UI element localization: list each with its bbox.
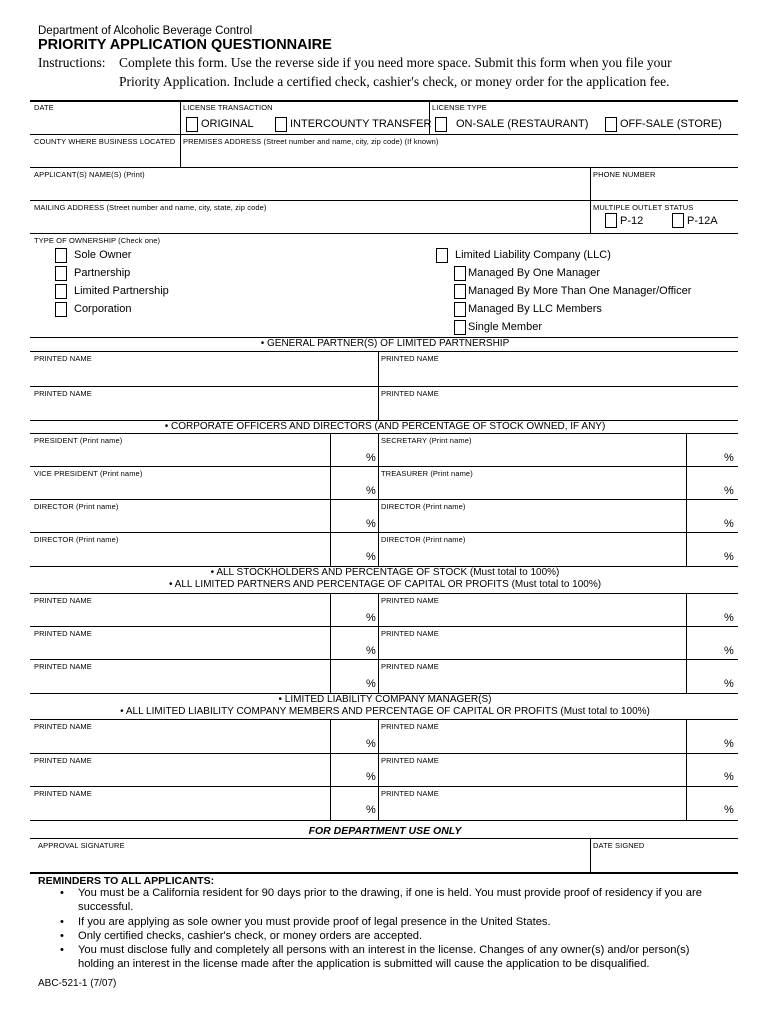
applicant-names-label: APPLICANT(S) NAME(S) (Print) xyxy=(34,170,145,179)
row-rule xyxy=(30,786,738,787)
percent-sign: % xyxy=(366,551,376,563)
row-rule xyxy=(30,167,738,168)
director-3-label: DIRECTOR (Print name) xyxy=(34,535,119,544)
section-rule xyxy=(30,820,738,821)
row-rule xyxy=(30,351,738,352)
divider xyxy=(378,593,379,693)
row-rule xyxy=(30,532,738,533)
reminder-item: • You must be a California resident for 90 days prior to the drawing, if one is held. You must provide proof of residency if you are successful. xyxy=(38,886,713,915)
instructions-label: Instructions: xyxy=(38,55,106,70)
county-field[interactable] xyxy=(31,146,179,167)
on-sale-checkbox[interactable] xyxy=(435,117,447,132)
row-rule xyxy=(30,659,738,660)
percent-divider xyxy=(330,593,331,693)
p12a-checkbox[interactable] xyxy=(672,213,684,228)
partner-4-name-label: PRINTED NAME xyxy=(381,389,439,398)
one-manager-checkbox[interactable] xyxy=(454,266,466,281)
row-rule xyxy=(30,593,738,594)
president-name-field[interactable] xyxy=(31,445,328,465)
off-sale-checkbox[interactable] xyxy=(605,117,617,132)
stockholder-1-field[interactable] xyxy=(31,605,328,625)
percent-sign: % xyxy=(724,771,734,783)
license-type-label: LICENSE TYPE xyxy=(432,103,487,112)
secretary-label: SECRETARY (Print name) xyxy=(381,436,472,445)
llc-members-heading: • ALL LIMITED LIABILITY COMPANY MEMBERS AND PERCENTAGE OF CAPITAL OR PROFITS (Must total to 100%) xyxy=(120,706,650,717)
row-rule xyxy=(30,386,738,387)
row-rule xyxy=(30,200,738,201)
department-name: Department of Alcoholic Beverage Control xyxy=(38,25,253,37)
director-1-name-field[interactable] xyxy=(31,511,328,531)
divider xyxy=(378,719,379,820)
percent-sign: % xyxy=(724,612,734,624)
llc-label: Limited Liability Company (LLC) xyxy=(455,249,611,261)
original-checkbox[interactable] xyxy=(186,117,198,132)
approval-signature-field[interactable] xyxy=(31,850,588,870)
date-signed-label: DATE SIGNED xyxy=(593,841,645,850)
form-number: ABC-521-1 (7/07) xyxy=(38,978,117,989)
partner-1-name-field[interactable] xyxy=(31,363,376,385)
bottom-rule xyxy=(30,872,738,874)
percent-sign: % xyxy=(366,612,376,624)
llc-member-4-label: PRINTED NAME xyxy=(381,756,439,765)
county-label: COUNTY WHERE BUSINESS LOCATED xyxy=(34,137,176,146)
percent-sign: % xyxy=(724,738,734,750)
llc-checkbox[interactable] xyxy=(436,248,448,263)
percent-sign: % xyxy=(724,645,734,657)
license-transaction-label: LICENSE TRANSACTION xyxy=(183,103,273,112)
reminder-item: • You must disclose fully and completely all persons with an interest in the license. Changes of any owner(s) and/or person(s) holding an interest in the license made after the application is submitted will cause the application to be disqualified. xyxy=(38,943,713,972)
stockholder-5-field[interactable] xyxy=(31,671,328,691)
date-signed-field[interactable] xyxy=(591,850,737,870)
percent-divider xyxy=(686,593,687,693)
row-rule xyxy=(30,433,738,434)
percent-sign: % xyxy=(724,804,734,816)
stockholder-2-label: PRINTED NAME xyxy=(381,596,439,605)
llc-members-checkbox[interactable] xyxy=(454,302,466,317)
form-title: PRIORITY APPLICATION QUESTIONNAIRE xyxy=(38,37,332,53)
corporation-checkbox[interactable] xyxy=(55,302,67,317)
single-member-checkbox[interactable] xyxy=(454,320,466,335)
row-rule xyxy=(30,134,738,135)
general-partners-heading: • GENERAL PARTNER(S) OF LIMITED PARTNERSHIP xyxy=(260,338,510,349)
vice-president-label: VICE PRESIDENT (Print name) xyxy=(34,469,143,478)
reminders-list xyxy=(38,886,713,972)
original-label: ORIGINAL xyxy=(201,118,254,130)
llc-member-2-field[interactable] xyxy=(380,731,684,751)
treasurer-name-field[interactable] xyxy=(380,478,684,498)
reminder-item: • Only certified checks, cashier's check, or money orders are accepted. xyxy=(38,929,713,943)
divider xyxy=(429,101,430,134)
top-rule xyxy=(30,100,738,102)
p12-label: P-12 xyxy=(620,215,644,227)
stockholder-5-label: PRINTED NAME xyxy=(34,662,92,671)
corporation-label: Corporation xyxy=(74,303,132,315)
secretary-name-field[interactable] xyxy=(380,445,684,465)
llc-member-2-label: PRINTED NAME xyxy=(381,722,439,731)
mailing-address-label: MAILING ADDRESS (Street number and name, city, state, zip code) xyxy=(34,203,267,212)
one-manager-label: Managed By One Manager xyxy=(468,267,601,279)
percent-sign: % xyxy=(724,678,734,690)
percent-sign: % xyxy=(366,771,376,783)
llc-member-4-field[interactable] xyxy=(380,765,684,785)
on-sale-label: ON-SALE (RESTAURANT) xyxy=(456,118,589,130)
stockholders-heading: • ALL STOCKHOLDERS AND PERCENTAGE OF STOCK (Must total to 100%) xyxy=(210,567,560,578)
partner-2-name-label: PRINTED NAME xyxy=(381,354,439,363)
llc-member-3-label: PRINTED NAME xyxy=(34,756,92,765)
row-rule xyxy=(30,233,738,234)
row-rule xyxy=(30,466,738,467)
row-rule xyxy=(30,753,738,754)
partnership-checkbox[interactable] xyxy=(55,266,67,281)
director-2-name-field[interactable] xyxy=(380,511,684,531)
partner-3-name-label: PRINTED NAME xyxy=(34,389,92,398)
percent-sign: % xyxy=(366,804,376,816)
treasurer-label: TREASURER (Print name) xyxy=(381,469,473,478)
ownership-type-label: TYPE OF OWNERSHIP (Check one) xyxy=(34,236,161,245)
premises-address-label: PREMISES ADDRESS (Street number and name, city, zip code) (If known) xyxy=(183,137,439,146)
instructions-line-1: Complete this form. Use the reverse side if you need more space. Submit this form when you file your xyxy=(119,55,672,70)
percent-sign: % xyxy=(366,738,376,750)
percent-sign: % xyxy=(366,645,376,657)
percent-sign: % xyxy=(724,551,734,563)
partner-4-name-field[interactable] xyxy=(380,398,737,419)
llc-member-5-label: PRINTED NAME xyxy=(34,789,92,798)
reminders-title: REMINDERS TO ALL APPLICANTS: xyxy=(38,875,215,887)
premises-address-field[interactable] xyxy=(181,146,737,167)
stockholder-3-field[interactable] xyxy=(31,638,328,658)
stockholder-6-field[interactable] xyxy=(380,671,684,691)
percent-sign: % xyxy=(366,678,376,690)
multiple-managers-checkbox[interactable] xyxy=(454,284,466,299)
multiple-outlet-label: MULTIPLE OUTLET STATUS xyxy=(593,203,694,212)
llc-member-6-field[interactable] xyxy=(380,798,684,818)
applicant-names-field[interactable] xyxy=(31,179,587,199)
intercounty-transfer-checkbox[interactable] xyxy=(275,117,287,132)
row-rule xyxy=(30,719,738,720)
partner-2-name-field[interactable] xyxy=(380,363,737,385)
off-sale-label: OFF-SALE (STORE) xyxy=(620,118,722,130)
director-3-name-field[interactable] xyxy=(31,544,328,564)
llc-member-1-field[interactable] xyxy=(31,731,328,751)
limited-partnership-checkbox[interactable] xyxy=(55,284,67,299)
partner-3-name-field[interactable] xyxy=(31,398,376,419)
percent-sign: % xyxy=(724,518,734,530)
single-member-label: Single Member xyxy=(468,321,542,333)
llc-member-1-label: PRINTED NAME xyxy=(34,722,92,731)
percent-sign: % xyxy=(366,485,376,497)
stockholder-2-field[interactable] xyxy=(380,605,684,625)
p12a-label: P-12A xyxy=(687,215,718,227)
sole-owner-checkbox[interactable] xyxy=(55,248,67,263)
row-rule xyxy=(30,499,738,500)
percent-sign: % xyxy=(366,452,376,464)
phone-number-field[interactable] xyxy=(591,179,737,199)
stockholder-4-field[interactable] xyxy=(380,638,684,658)
percent-divider xyxy=(330,719,331,820)
p12-checkbox[interactable] xyxy=(605,213,617,228)
multiple-managers-label: Managed By More Than One Manager/Officer xyxy=(468,285,692,297)
stockholder-3-label: PRINTED NAME xyxy=(34,629,92,638)
llc-members-label: Managed By LLC Members xyxy=(468,303,602,315)
president-label: PRESIDENT (Print name) xyxy=(34,436,123,445)
reminder-item: • If you are applying as sole owner you must provide proof of legal presence in the United States. xyxy=(38,915,713,929)
vice-president-name-field[interactable] xyxy=(31,478,328,498)
percent-sign: % xyxy=(366,518,376,530)
row-rule xyxy=(30,626,738,627)
percent-sign: % xyxy=(724,485,734,497)
date-field[interactable] xyxy=(31,112,179,134)
approval-signature-label: APPROVAL SIGNATURE xyxy=(38,841,125,850)
department-use-heading: FOR DEPARTMENT USE ONLY xyxy=(308,825,462,837)
limited-partners-heading: • ALL LIMITED PARTNERS AND PERCENTAGE OF CAPITAL OR PROFITS (Must total to 100%) xyxy=(168,579,602,590)
director-1-label: DIRECTOR (Print name) xyxy=(34,502,119,511)
stockholder-6-label: PRINTED NAME xyxy=(381,662,439,671)
llc-managers-heading: • LIMITED LIABILITY COMPANY MANAGER(S) xyxy=(278,694,492,705)
percent-sign: % xyxy=(724,452,734,464)
partner-1-name-label: PRINTED NAME xyxy=(34,354,92,363)
mailing-address-field[interactable] xyxy=(31,212,587,232)
limited-partnership-label: Limited Partnership xyxy=(74,285,169,297)
llc-member-3-field[interactable] xyxy=(31,765,328,785)
partnership-label: Partnership xyxy=(74,267,131,279)
instructions-line-2: Priority Application. Include a certified check, cashier's check, or money order for the application fee. xyxy=(119,74,670,89)
director-4-name-field[interactable] xyxy=(380,544,684,564)
corporate-officers-heading: • CORPORATE OFFICERS AND DIRECTORS (AND PERCENTAGE OF STOCK OWNED, IF ANY) xyxy=(164,421,606,432)
stockholder-1-label: PRINTED NAME xyxy=(34,596,92,605)
llc-member-5-field[interactable] xyxy=(31,798,328,818)
director-4-label: DIRECTOR (Print name) xyxy=(381,535,466,544)
phone-number-label: PHONE NUMBER xyxy=(593,170,656,179)
intercounty-transfer-label: INTERCOUNTY TRANSFER xyxy=(290,118,432,130)
percent-divider xyxy=(686,719,687,820)
director-2-label: DIRECTOR (Print name) xyxy=(381,502,466,511)
llc-member-6-label: PRINTED NAME xyxy=(381,789,439,798)
stockholder-4-label: PRINTED NAME xyxy=(381,629,439,638)
sole-owner-label: Sole Owner xyxy=(74,249,132,261)
row-rule xyxy=(30,838,738,839)
date-label: DATE xyxy=(34,103,54,112)
